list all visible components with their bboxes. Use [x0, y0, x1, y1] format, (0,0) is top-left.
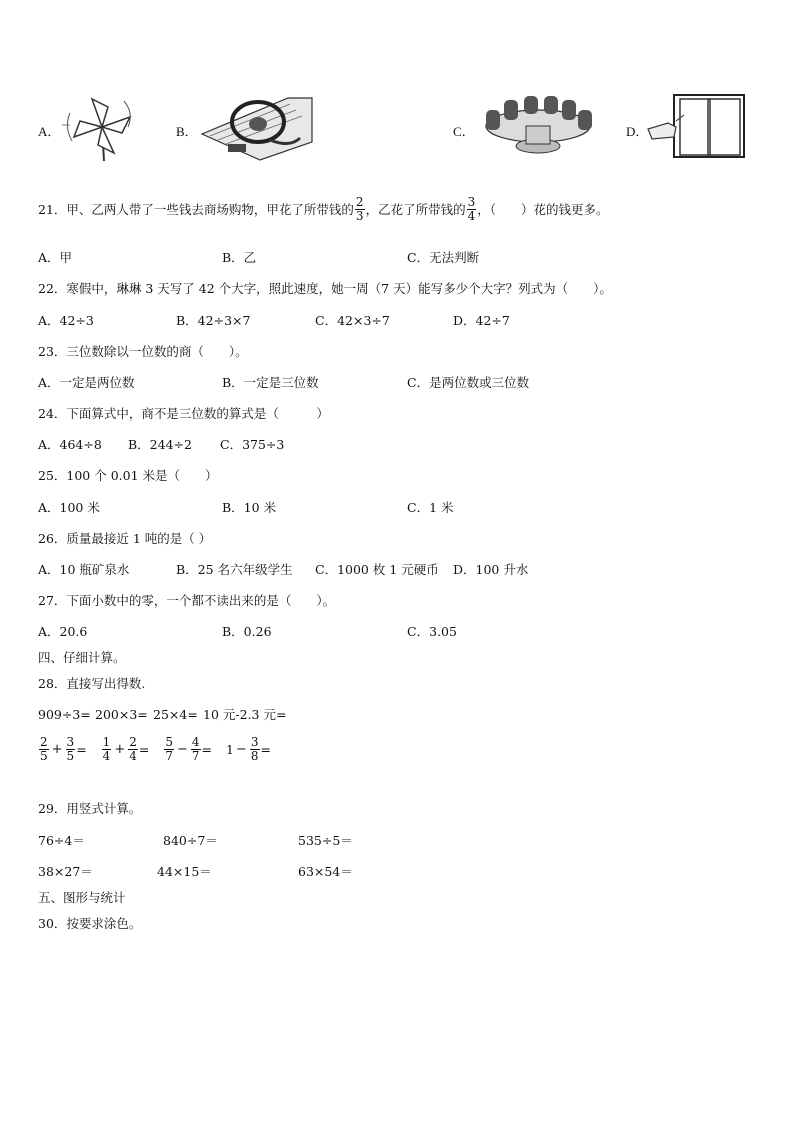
- q28-expr-3: 25×4=: [153, 707, 198, 722]
- q21-fraction-1-numerator: 2: [355, 195, 364, 209]
- numerator: 3: [250, 735, 259, 749]
- q21-fraction-2: [467, 196, 477, 223]
- q30-stem: 30．按要求涂色。: [38, 916, 142, 931]
- q25-option-c[interactable]: C．1 米: [407, 500, 454, 515]
- q29-expr-6: 63×54＝: [298, 864, 353, 879]
- numerator: 5: [165, 735, 173, 749]
- q28-fraction-expr-3: [163, 736, 212, 763]
- q27-option-b[interactable]: B．0.26: [222, 624, 272, 639]
- steering-wheel-image: [200, 96, 314, 162]
- q27-option-a[interactable]: A．20.6: [38, 624, 88, 639]
- operator: +: [51, 742, 63, 757]
- q23-stem: 23．三位数除以一位数的商（ ）。: [38, 344, 248, 359]
- q25-option-a[interactable]: A．100 米: [38, 500, 100, 515]
- q21-prefix: 21．甲、乙两人带了一些钱去商场购物，甲花了所带钱的: [38, 201, 354, 217]
- denominator: 5: [40, 749, 48, 763]
- numerator: 2: [129, 735, 137, 749]
- q29-expr-2: 840÷7＝: [163, 833, 218, 848]
- equals: =: [260, 742, 271, 757]
- q22-option-a[interactable]: A．42÷3: [38, 313, 94, 328]
- q21-fraction-2-numerator: 3: [467, 195, 476, 209]
- q22-option-d[interactable]: D．42÷7: [453, 313, 510, 328]
- denominator: 7: [191, 749, 200, 763]
- q27-option-c[interactable]: C．3.05: [407, 624, 457, 639]
- q29-expr-4: 38×27＝: [38, 864, 93, 879]
- section-4-heading: 四、仔细计算。: [38, 650, 126, 665]
- q28-expr-2: 200×3=: [95, 707, 148, 722]
- fraction: [102, 736, 112, 763]
- numerator: 2: [40, 735, 48, 749]
- q28-stem: 28．直接写出得数.: [38, 676, 146, 691]
- operator: −: [235, 742, 247, 757]
- q23-option-a[interactable]: A．一定是两位数: [38, 375, 135, 390]
- equals: =: [76, 742, 87, 757]
- option-d-label: D．: [626, 124, 649, 139]
- q21-fraction-1: [355, 196, 365, 223]
- operator: +: [114, 742, 126, 757]
- numerator: 1: [102, 735, 111, 749]
- q29-stem: 29．用竖式计算。: [38, 801, 142, 816]
- q29-expr-5: 44×15＝: [157, 864, 212, 879]
- denominator: 4: [129, 749, 137, 763]
- carousel-ride-image: [478, 96, 598, 158]
- numerator: 4: [191, 735, 200, 749]
- denominator: 5: [66, 749, 75, 763]
- q21-suffix: ，（ ）花的钱更多。: [477, 201, 609, 217]
- q28-fraction-expr-1: [38, 736, 87, 763]
- equals: =: [201, 742, 213, 757]
- q26-option-a[interactable]: A．10 瓶矿泉水: [38, 562, 130, 577]
- q21-option-c[interactable]: C．无法判断: [407, 250, 480, 265]
- pinwheel-image: [62, 93, 140, 161]
- q23-option-c[interactable]: C．是两位数或三位数: [407, 375, 530, 390]
- q24-option-c[interactable]: C．375÷3: [220, 437, 285, 452]
- q24-option-a[interactable]: A．464÷8: [38, 437, 102, 452]
- q21-option-b[interactable]: B．乙: [222, 250, 257, 265]
- q26-option-c[interactable]: C．1000 枚 1 元硬币: [315, 562, 439, 577]
- q28-fraction-row: [38, 736, 285, 763]
- equals: =: [138, 742, 150, 757]
- q22-stem: 22．寒假中，琳琳 3 天写了 42 个大字，照此速度，她一周（7 天）能写多少个大字？列式为（ ）。: [38, 281, 612, 296]
- section-5-heading: 五、图形与统计: [38, 890, 126, 905]
- q21-fraction-1-denominator: 3: [355, 209, 364, 223]
- fraction: [66, 736, 76, 763]
- sliding-window-image: [648, 93, 748, 161]
- option-b-label: B．: [176, 124, 198, 139]
- denominator: 4: [102, 749, 111, 763]
- fraction: [191, 736, 201, 763]
- q21-fraction-2-denominator: 4: [467, 209, 476, 223]
- q21-mid: ，乙花了所带钱的: [365, 201, 466, 217]
- operator: −: [176, 742, 188, 757]
- fraction: [39, 736, 49, 763]
- q26-option-d[interactable]: D．100 升水: [453, 562, 529, 577]
- q29-expr-1: 76÷4＝: [38, 833, 85, 848]
- q21-option-a[interactable]: A．甲: [38, 250, 73, 265]
- q26-option-b[interactable]: B．25 名六年级学生: [176, 562, 293, 577]
- q24-stem: 24．下面算式中，商不是三位数的算式是（ ）: [38, 406, 329, 421]
- q28-expr-4: 10 元-2.3 元=: [203, 707, 287, 722]
- q25-stem: 25．100 个 0.01 米是（ ）: [38, 468, 218, 483]
- numerator: 3: [66, 735, 75, 749]
- q22-option-c[interactable]: C．42×3÷7: [315, 313, 390, 328]
- fraction: [128, 736, 138, 763]
- q27-stem: 27．下面小数中的零，一个都不读出来的是（ ）。: [38, 593, 336, 608]
- q25-option-b[interactable]: B．10 米: [222, 500, 277, 515]
- denominator: 7: [165, 749, 173, 763]
- q23-option-b[interactable]: B．一定是三位数: [222, 375, 319, 390]
- option-c-label: C．: [453, 124, 475, 139]
- fraction: [164, 736, 174, 763]
- q29-expr-3: 535÷5＝: [298, 833, 353, 848]
- q24-option-b[interactable]: B．244÷2: [128, 437, 192, 452]
- q22-option-b[interactable]: B．42÷3×7: [176, 313, 251, 328]
- q28-expr-1: 909÷3=: [38, 707, 91, 722]
- q28-fraction-expr-4: [226, 736, 271, 763]
- denominator: 8: [250, 749, 259, 763]
- q28-fraction-expr-2: [101, 736, 150, 763]
- fraction: [250, 736, 260, 763]
- q26-stem: 26．质量最接近 1 吨的是（ ）: [38, 531, 212, 546]
- option-a-label: A．: [38, 124, 61, 139]
- question-21: [38, 196, 608, 223]
- whole-number: 1: [226, 742, 234, 757]
